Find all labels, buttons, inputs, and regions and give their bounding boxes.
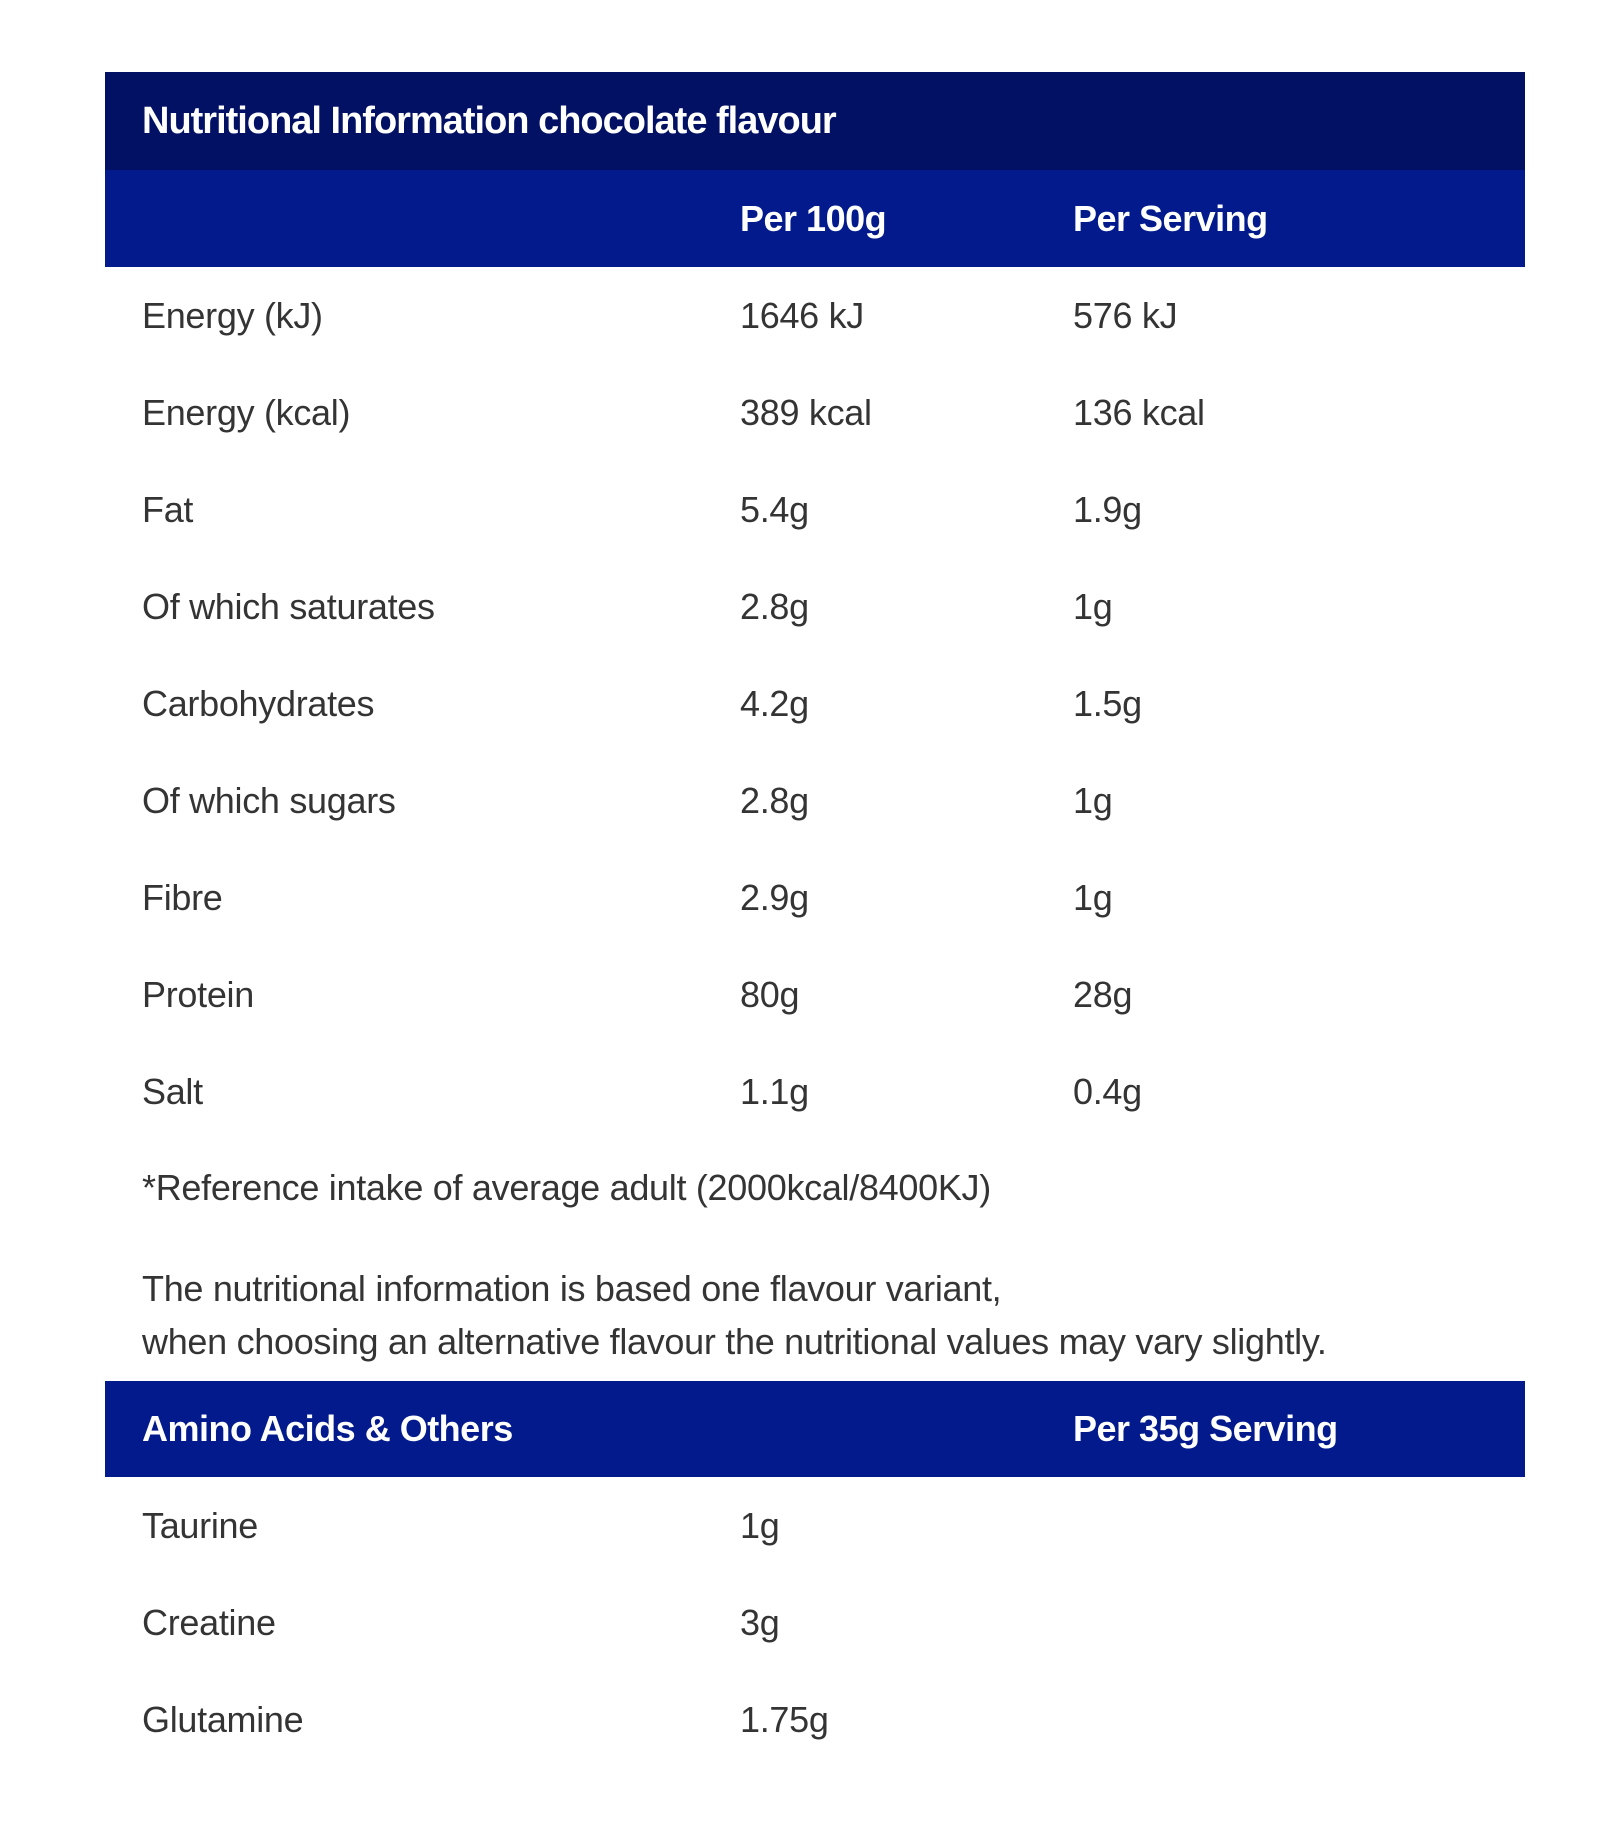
row-value-per-serving: 1.5g xyxy=(1073,682,1142,724)
column-header-per-serving: Per Serving xyxy=(1073,197,1268,239)
flavour-variant-note xyxy=(142,1262,1327,1368)
column-header-per-100g: Per 100g xyxy=(740,197,887,239)
row-value-per-serving: 1g xyxy=(1073,779,1113,821)
table-row-protein xyxy=(105,946,1525,1043)
row-label: Of which sugars xyxy=(142,779,396,821)
row-label: Glutamine xyxy=(142,1698,304,1740)
table-row-sugars xyxy=(105,752,1525,849)
row-value-per-35g: 3g xyxy=(740,1601,780,1643)
row-label: Fat xyxy=(142,488,194,530)
nutrition-table xyxy=(105,72,1525,1140)
row-value-per-serving: 1.9g xyxy=(1073,488,1142,530)
row-value-per-35g: 1g xyxy=(740,1504,780,1546)
row-value-per-100g: 1.1g xyxy=(740,1070,809,1112)
row-value-per-serving: 1g xyxy=(1073,585,1113,627)
row-label: Protein xyxy=(142,973,254,1015)
amino-acids-table xyxy=(105,1381,1525,1768)
amino-table-title: Amino Acids & Others xyxy=(142,1408,513,1449)
nutrition-table-title-bar xyxy=(105,72,1525,170)
row-value-per-100g: 2.9g xyxy=(740,876,809,918)
row-label: Creatine xyxy=(142,1601,276,1643)
row-value-per-100g: 2.8g xyxy=(740,779,809,821)
row-label: Energy (kcal) xyxy=(142,391,351,433)
row-value-per-serving: 0.4g xyxy=(1073,1070,1142,1112)
table-row-energy-kcal xyxy=(105,364,1525,461)
table-row-taurine xyxy=(105,1477,1525,1574)
row-value-per-serving: 1g xyxy=(1073,876,1113,918)
row-value-per-serving: 28g xyxy=(1073,973,1133,1015)
table-row-fat xyxy=(105,461,1525,558)
row-label: Carbohydrates xyxy=(142,682,375,724)
row-value-per-serving: 576 kJ xyxy=(1073,294,1178,336)
reference-intake-footnote: *Reference intake of average adult (2000kcal/8400KJ) xyxy=(142,1167,991,1208)
row-value-per-100g: 4.2g xyxy=(740,682,809,724)
row-value-per-100g: 80g xyxy=(740,973,800,1015)
row-label: Salt xyxy=(142,1070,203,1112)
note-line-2: when choosing an alternative flavour the nutritional values may vary slightly. xyxy=(142,1321,1327,1362)
note-line-1: The nutritional information is based one flavour variant, xyxy=(142,1268,1002,1309)
amino-table-header-bar xyxy=(105,1381,1525,1477)
table-row-glutamine xyxy=(105,1671,1525,1768)
row-value-per-100g: 2.8g xyxy=(740,585,809,627)
table-row-carbohydrates xyxy=(105,655,1525,752)
row-value-per-100g: 5.4g xyxy=(740,488,809,530)
column-header-per-35g-serving: Per 35g Serving xyxy=(1073,1408,1338,1449)
row-value-per-100g: 389 kcal xyxy=(740,391,872,433)
table-row-saturates xyxy=(105,558,1525,655)
row-value-per-35g: 1.75g xyxy=(740,1698,829,1740)
table-row-energy-kj xyxy=(105,267,1525,364)
row-label: Fibre xyxy=(142,876,223,918)
row-label: Taurine xyxy=(142,1504,258,1546)
table-row-creatine xyxy=(105,1574,1525,1671)
row-label: Energy (kJ) xyxy=(142,294,323,336)
nutrition-table-title: Nutritional Information chocolate flavour xyxy=(142,99,836,142)
table-row-fibre xyxy=(105,849,1525,946)
nutrition-table-column-header-row xyxy=(105,170,1525,267)
row-label: Of which saturates xyxy=(142,585,435,627)
row-value-per-serving: 136 kcal xyxy=(1073,391,1205,433)
table-row-salt xyxy=(105,1043,1525,1140)
row-value-per-100g: 1646 kJ xyxy=(740,294,864,336)
